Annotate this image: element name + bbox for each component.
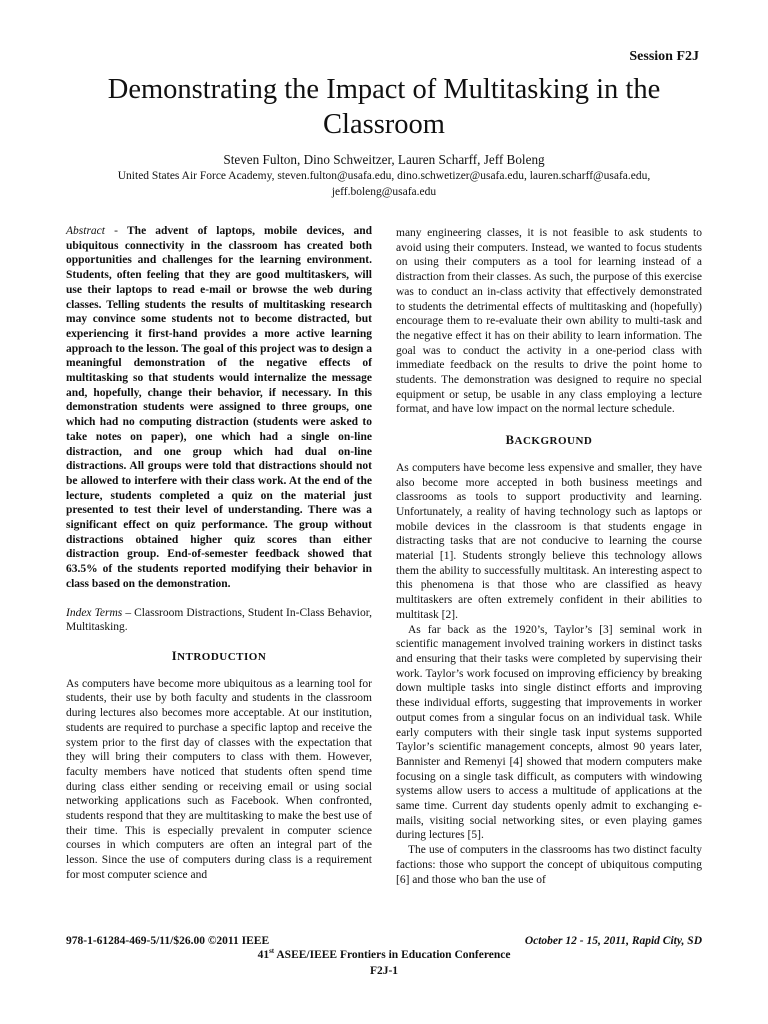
title-line: Classroom: [323, 109, 445, 140]
abstract: [66, 224, 372, 592]
background-paragraph: As computers have become less expensive and smaller, they have also become more accepted in both business meetings and classrooms as tools to support productivity and learning. Unfortunately, a reality of having technology such as laptops or mobile devices in the classroom is that students engage in distracting tasks that are not conducive to learning the course material [1]. Students strongly believe this technology allows them the ability to successfully multitask. An interesting aspect to this phenomena is that those who are classified as heavy multitaskers are often extremely confident in their abilities to multitask [2].: [396, 461, 702, 621]
left-column: [66, 224, 372, 883]
index-terms-dash: –: [122, 606, 135, 619]
section-heading-background: BACKGROUND: [505, 433, 593, 448]
right-column: [396, 226, 702, 887]
footer-date: October 12 - 15, 2011, Rapid City, SD: [524, 935, 702, 947]
affiliation-line: jeff.boleng@usafa.edu: [331, 186, 437, 198]
introduction-paragraph: As computers have become more ubiquitous as a learning tool for students, their use by both faculty and students in the classroom during lectures also becomes more acceptable. At our institution, students are required to purchase a specific laptop and receive the system prior to the first day of classes with the expectation that they will bring their computers to class with them. However, faculty members have noticed that students often spend time during class either sending or receiving email or using social networking applications such as Facebook. When confronted, students respond that they are multitasking to make the best use of their time. This is especially prevalent in computer science courses in which computers are often an integral part of the lesson. Since the use of computers during class is a requirement for most computer science and: [66, 677, 372, 881]
footer-conference: 41st ASEE/IEEE Frontiers in Education Conference: [257, 947, 511, 961]
title-line: Demonstrating the Impact of Multitasking in the: [107, 74, 661, 105]
background-paragraph: As far back as the 1920’s, Taylor’s [3] seminal work in scientific management involved training workers in distinct tasks and ensuring that their tasks were completed by supervising their work. Taylor’s work focused on improving efficiency by breaking down multiple tasks into single distinct efforts and improving these individual efforts, suggesting that improvements in worker output comes from a singular focus on an individual task. While early computers with their single task input systems supported Taylor’s scientific management concepts, almost 90 years later, Bannister and Remenyi [4] showed that modern computers make focusing on a single task difficult, as computers with windowing systems allow users to access a multitude of applications at the same time. Current day students openly admit to exchanging e-mails, visiting social networking sites, or even playing games during lectures [5].: [396, 623, 702, 842]
abstract-text: The advent of laptops, mobile devices, and ubiquitous connectivity in the classroom has created both opportunities and challenges for the learning environment. Students, often feeling that they are good multitaskers, will use their laptops to read e-mail or browse the web during classes. Telling students the results of multitasking research may convince some students not to become distracted, but experiencing it first-hand provides a more active learning approach to the lesson. The goal of this project was to design a meaningful demonstration of the negative effects of multitasking so that students would internalize the message and, hopefully, change their behavior, if necessary. In this demonstration students were assigned to three groups, one which had no computing distraction (students were asked to take notes on paper), one which had a single on-line distraction, and one group which had dual on-line distractions. All groups were told that distractions should not be allowed to interfere with their class work. At the end of the lecture, students completed a quiz on the material just presented to test their level of understanding. There was a significant effect on quiz performance. The group without distractions obtained higher quiz scores than either distraction group. End-of-semester feedback showed that 63.5% of the students reported modifying their behavior in class based on the demonstration.: [66, 225, 372, 590]
paper-title: [60, 72, 708, 142]
session-label: Session F2J: [629, 49, 699, 64]
affiliation: [80, 168, 688, 200]
index-terms-text: Classroom Distractions, Student In-Class Behavior, Multitasking.: [66, 606, 373, 634]
affiliation-line: United States Air Force Academy, steven.fulton@usafa.edu, dino.schwetizer@usafa.edu, lauren.scharff@usafa.edu,: [117, 170, 651, 182]
footer-isbn: 978-1-61284-469-5/11/$26.00 ©2011 IEEE: [66, 935, 270, 947]
abstract-dash: -: [104, 225, 128, 237]
abstract-label: Abstract: [66, 225, 105, 237]
author-list: Steven Fulton, Dino Schweitzer, Lauren Scharff, Jeff Boleng: [223, 152, 545, 167]
background-paragraph: The use of computers in the classrooms has two distinct faculty factions: those who support the concept of ubiquitous computing [6] and those who ban the use of: [396, 844, 702, 886]
introduction-paragraph-continued: many engineering classes, it is not feasible to ask students to avoid using their computers. Instead, we wanted to focus students on using their computers as a tool for learning instead of a distraction from their classes. As such, the purpose of this exercise was to conduct an in-class activity that effectively demonstrated to students the detrimental effects of multitasking and (hopefully) encourage them to re-evaluate their own ability to multi-task and the negative effect it has on their ability to learn information. The goal was to conduct the activity in a one-period class with immediate feedback on the results to drive the point home to students. The demonstration was designed to require no special equipment or setup, be usable in any class employing a lecture format, and have low impact on the normal lecture schedule.: [396, 227, 702, 416]
section-heading-introduction: INTRODUCTION: [171, 648, 267, 663]
index-terms-label: Index Terms: [66, 606, 123, 619]
page-number: F2J-1: [369, 965, 399, 977]
index-terms: [66, 606, 372, 635]
